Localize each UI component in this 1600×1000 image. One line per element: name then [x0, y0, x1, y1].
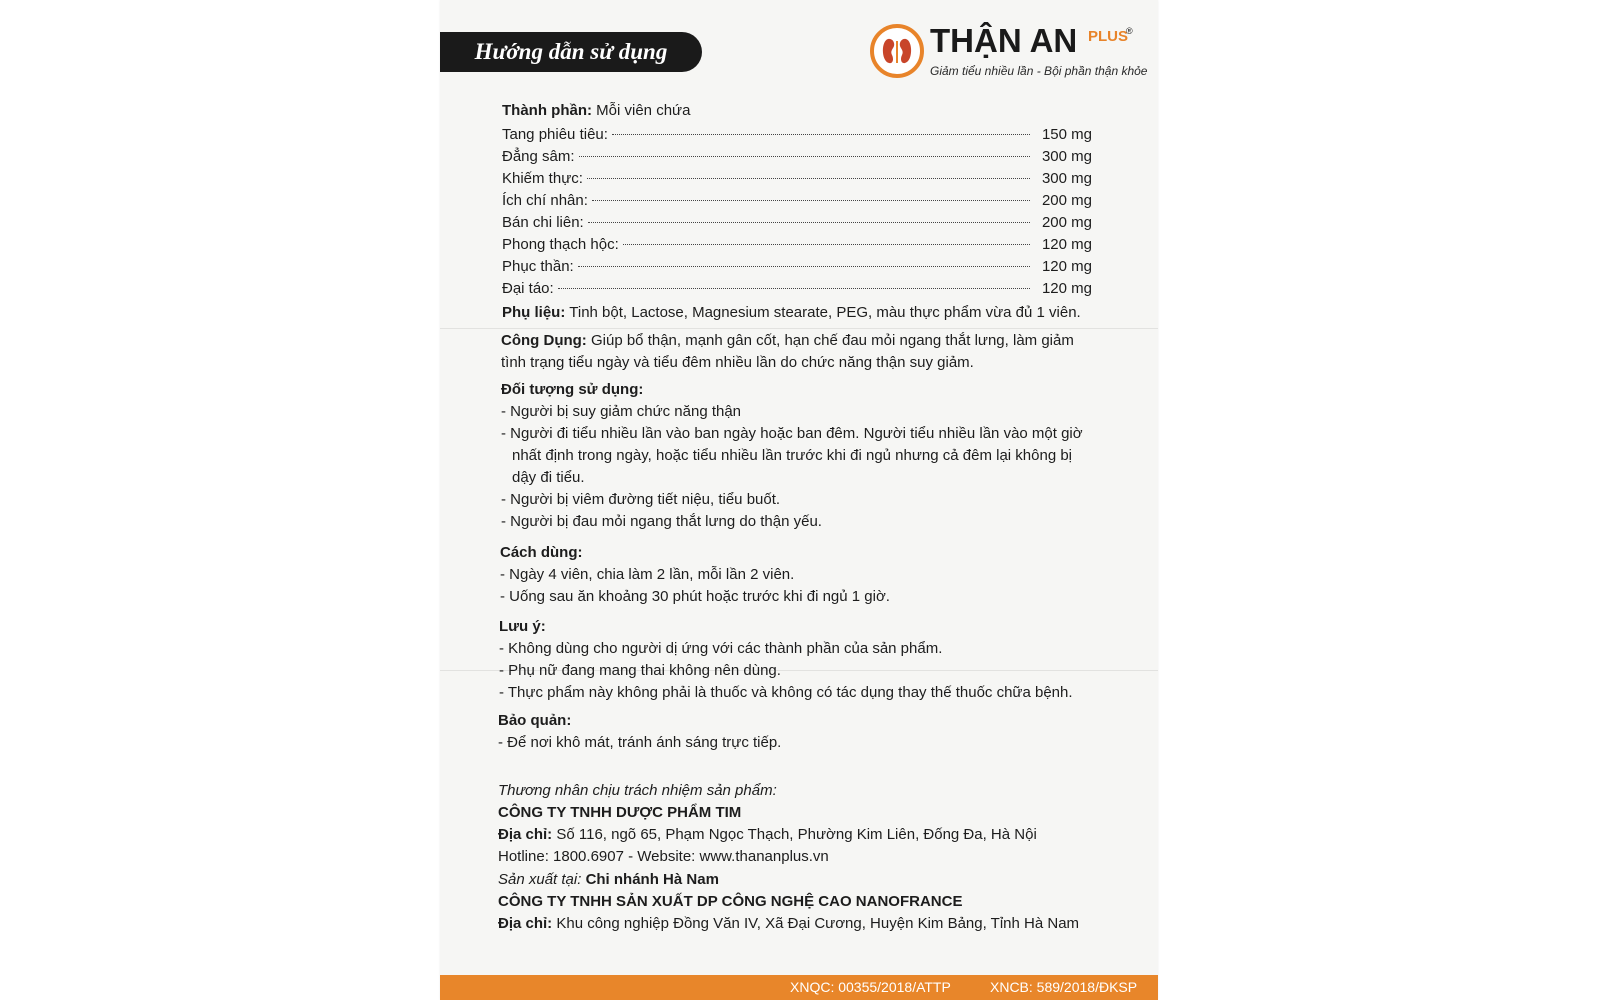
leaflet-sheet — [440, 0, 1158, 1000]
ingredient-amount: 120 mg — [1041, 236, 1092, 253]
address-label: Địa chỉ: — [498, 915, 553, 932]
target-item: - Người đi tiểu nhiều lần vào ban ngày hoặc ban đêm. Người tiểu nhiều lần vào một giờ — [501, 425, 1083, 442]
ingredient-name: Ích chí nhân: — [502, 192, 588, 209]
ingredient-name: Phục thần: — [502, 258, 574, 275]
dosage-item: - Ngày 4 viên, chia làm 2 lần, mỗi lần 2 viên. — [500, 566, 795, 583]
registered-mark: ® — [1126, 26, 1133, 36]
ingredient-amount: 300 mg — [1041, 170, 1092, 187]
trader-name: CÔNG TY TNHH DƯỢC PHẨM TIM — [498, 804, 742, 821]
ingredient-amount: 150 mg — [1041, 126, 1092, 143]
uses-text-continued: tình trạng tiểu ngày và tiểu đêm nhiều lần do chức năng thận suy giảm. — [501, 354, 974, 371]
ingredient-name: Tang phiêu tiêu: — [502, 126, 608, 143]
ingredient-name: Bán chi liên: — [502, 214, 584, 231]
notes-item: - Phụ nữ đang mang thai không nên dùng. — [499, 662, 781, 679]
ingredient-row — [502, 148, 1092, 168]
maker-address — [498, 914, 1079, 934]
xncb-code: XNCB: 589/2018/ĐKSP — [990, 979, 1138, 995]
target-item: - Người bị suy giảm chức năng thận — [501, 403, 742, 420]
composition-heading — [502, 101, 690, 121]
leader-dots — [588, 222, 1030, 223]
footer-bar — [440, 975, 1158, 1000]
storage-heading: Bảo quản: — [498, 712, 572, 729]
ingredient-name: Khiếm thực: — [502, 170, 583, 187]
target-item: - Người bị viêm đường tiết niệu, tiểu buốt. — [501, 491, 781, 508]
leader-dots — [612, 134, 1030, 135]
brand-name: THẬN AN — [930, 22, 1078, 59]
ingredient-row — [502, 280, 1092, 300]
excipients-line — [502, 303, 1081, 323]
maker-address-text: Khu công nghiệp Đồng Văn IV, Xã Đại Cương, Huyện Kim Bảng, Tỉnh Hà Nam — [556, 915, 1080, 932]
made-at-label: Sản xuất tại: — [498, 871, 582, 888]
uses-line — [501, 331, 1074, 351]
responsible-trader-label: Thương nhân chịu trách nhiệm sản phẩm: — [498, 782, 777, 799]
notes-item: - Không dùng cho người dị ứng với các thành phần của sản phẩm. — [499, 640, 943, 657]
ingredient-row — [502, 236, 1092, 256]
ingredient-amount: 120 mg — [1041, 280, 1092, 297]
maker-name: CÔNG TY TNHH SẢN XUẤT DP CÔNG NGHỆ CAO NANOFRANCE — [498, 893, 963, 910]
target-heading: Đối tượng sử dụng: — [501, 381, 644, 398]
ingredient-name: Đại táo: — [502, 280, 554, 297]
leader-dots — [587, 178, 1030, 179]
leader-dots — [623, 244, 1030, 245]
uses-label: Công Dụng: — [501, 332, 587, 349]
uses-text: Giúp bổ thận, mạnh gân cốt, hạn chế đau mỏi ngang thắt lưng, làm giảm — [590, 332, 1074, 349]
excipients-text: Tinh bột, Lactose, Magnesium stearate, PEG, màu thực phẩm vừa đủ 1 viên. — [569, 304, 1081, 321]
ingredient-row — [502, 192, 1092, 212]
leader-dots — [558, 288, 1030, 289]
ingredient-row — [502, 126, 1092, 146]
target-item: - Người bị đau mỏi ngang thắt lưng do thận yếu. — [501, 513, 822, 530]
brand-plus: PLUS — [1088, 28, 1129, 45]
ingredient-row — [502, 258, 1092, 278]
ingredient-name: Đẳng sâm: — [502, 148, 575, 165]
ingredient-row — [502, 170, 1092, 190]
notes-item: - Thực phẩm này không phải là thuốc và không có tác dụng thay thế thuốc chữa bệnh. — [499, 684, 1073, 701]
ingredient-amount: 200 mg — [1041, 192, 1092, 209]
trader-address-text: Số 116, ngõ 65, Phạm Ngọc Thạch, Phường Kim Liên, Đống Đa, Hà Nội — [556, 826, 1037, 843]
leader-dots — [579, 156, 1030, 157]
dosage-item: - Uống sau ăn khoảng 30 phút hoặc trước khi đi ngủ 1 giờ. — [500, 588, 890, 605]
made-at — [498, 870, 719, 890]
dosage-heading: Cách dùng: — [500, 544, 583, 561]
trader-address — [498, 825, 1037, 845]
composition-label: Thành phần: — [502, 102, 592, 119]
composition-intro: Mỗi viên chứa — [596, 102, 691, 119]
notes-heading: Lưu ý: — [499, 618, 546, 635]
excipients-label: Phụ liệu: — [502, 304, 566, 321]
xnqc-code: XNQC: 00355/2018/ATTP — [790, 979, 951, 995]
ingredient-amount: 200 mg — [1041, 214, 1092, 231]
made-at-value: Chi nhánh Hà Nam — [585, 871, 719, 888]
ingredient-amount: 300 mg — [1041, 148, 1092, 165]
brand-tagline: Giảm tiểu nhiều lần - Bội phần thận khỏe — [930, 64, 1148, 78]
target-item-continued: nhất định trong ngày, hoặc tiểu nhiều lần trước khi đi ngủ nhưng cả đêm lại không bị — [512, 447, 1073, 464]
ingredient-name: Phong thạch hộc: — [502, 236, 619, 253]
ingredient-amount: 120 mg — [1041, 258, 1092, 275]
target-item-continued: dậy đi tiểu. — [512, 469, 585, 486]
hotline-website: Hotline: 1800.6907 - Website: www.thananplus.vn — [498, 848, 829, 865]
storage-item: - Để nơi khô mát, tránh ánh sáng trực tiếp. — [498, 734, 782, 751]
section-title: Hướng dẫn sử dụng — [440, 32, 702, 72]
ingredient-row — [502, 214, 1092, 234]
address-label: Địa chỉ: — [498, 826, 553, 843]
leaflet-content — [440, 0, 1158, 1000]
leader-dots — [592, 200, 1030, 201]
leader-dots — [578, 266, 1030, 267]
